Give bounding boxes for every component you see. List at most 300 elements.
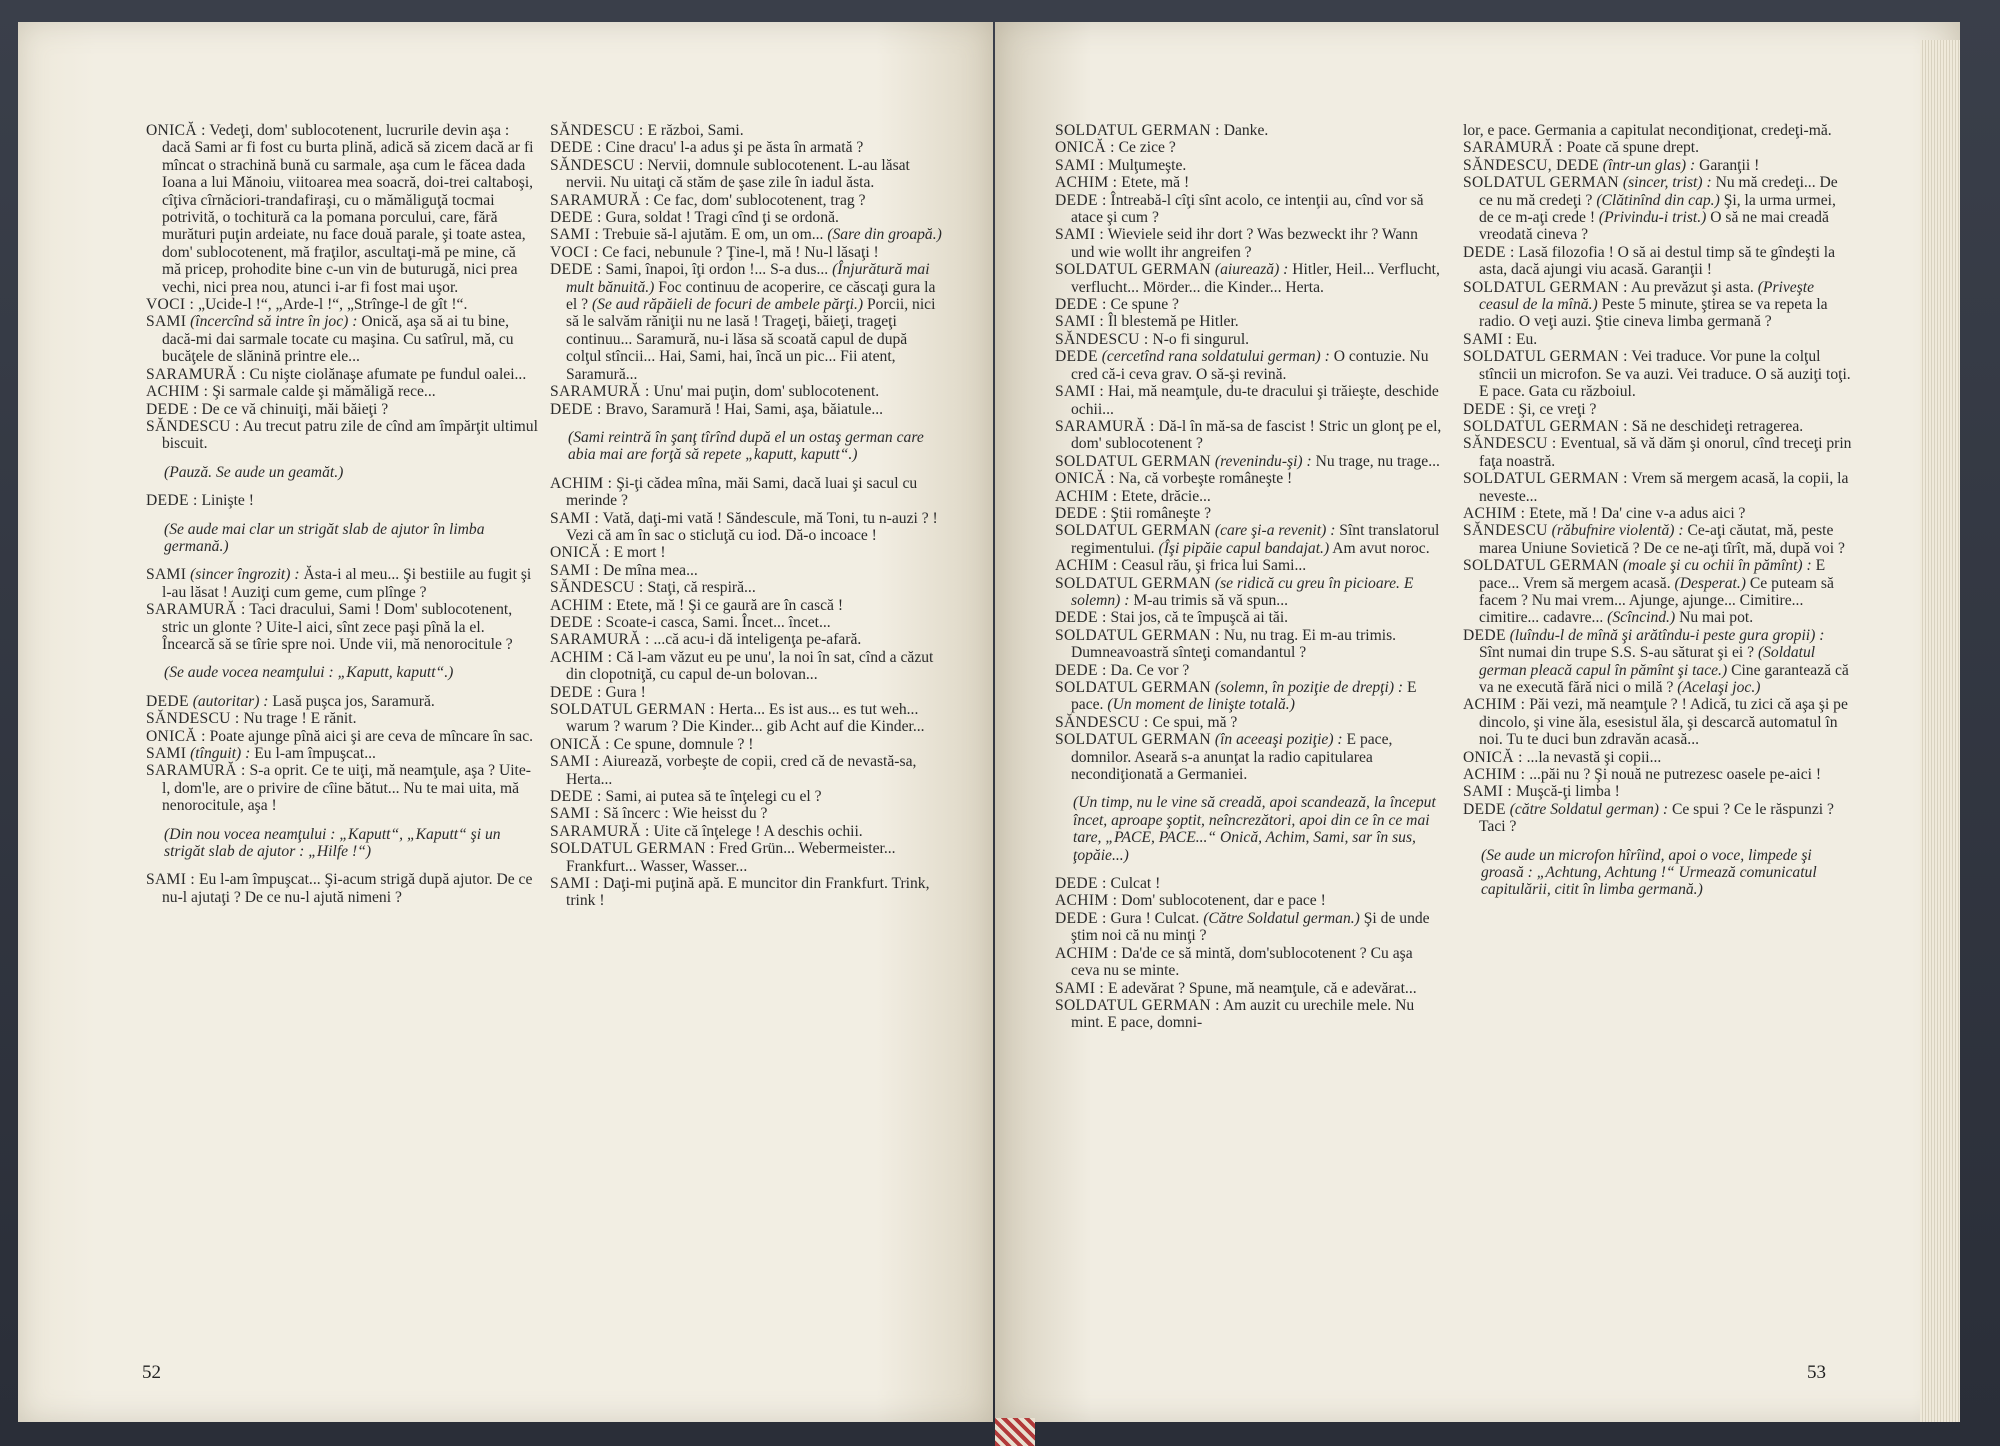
dialogue-text: Eventual, să vă dăm şi onorul, cînd treceţi prin faţa noastră. — [1479, 435, 1852, 470]
dialogue-text: Ştii româneşte ? — [1110, 504, 1211, 522]
dialogue-text: Ăsta-i al meu... Şi bestiile au fugit şi l-au lăsat ! Auziţi cum geme, cum plînge ? — [162, 566, 532, 601]
dialogue-text: Muşcă-ţi limba ! — [1515, 783, 1620, 801]
dialogue-line — [1055, 522, 1445, 557]
speaker-name: SAMI : — [550, 509, 600, 527]
speaker-name: DEDE — [1463, 626, 1506, 644]
stage-direction-inline: (Se aud răpăieli de focuri de ambele părţi.) — [591, 296, 864, 314]
stage-direction-inline: (Înjurătură mai mult bănuită.) — [566, 261, 930, 296]
dialogue-line — [1463, 801, 1853, 836]
left-column-2 — [550, 122, 942, 910]
stage-direction-inline: (se ridică cu greu în picioare. E solemn) : — [1071, 574, 1414, 609]
speaker-name: DEDE — [146, 692, 189, 710]
dialogue-line — [550, 139, 942, 156]
dialogue-line — [550, 562, 942, 579]
dialogue-text: Cu nişte ciolănaşe afumate pe fundul oalei... — [249, 365, 527, 383]
dialogue-text: Unu' mai puţin, dom' sublocotenent. — [653, 383, 880, 401]
dialogue-text: Au prevăzut şi asta. — [1630, 278, 1754, 296]
speaker-name: ACHIM : — [550, 596, 613, 614]
dialogue-text: M-au trimis să vă spun... — [1133, 591, 1288, 609]
dialogue-line — [550, 597, 942, 614]
speaker-name: SAMI : — [550, 561, 600, 579]
speaker-name: ACHIM : — [1055, 944, 1118, 962]
dialogue-text: Ce puteam să facem ? Nu mai vrem... Ajunge, ajunge... Cimitire... cimitire... cadavre... — [1479, 574, 1834, 627]
speaker-name: SARAMURĂ : — [550, 822, 650, 840]
dialogue-text: ...că acu-i dă inteligenţa pe-afară. — [653, 631, 862, 649]
dialogue-text: Şi de unde ştim noi că nu minţi ? — [1071, 909, 1430, 945]
speaker-name: SOLDATUL GERMAN — [1463, 174, 1619, 192]
dialogue-text: Wieviele seid ihr dort ? Was bezweckt ihr ? Wann und wie wollt ihr angreifen ? — [1071, 226, 1418, 261]
dialogue-line — [550, 244, 942, 261]
stage-direction-inline: (către Soldatul german) : — [1509, 800, 1669, 818]
speaker-name: SARAMURĂ : — [550, 383, 650, 401]
dialogue-line — [1463, 279, 1853, 331]
stage-direction-inline: (Scîncind.) — [1607, 609, 1676, 627]
dialogue-text: Ceasul rău, şi frica lui Sami... — [1121, 557, 1307, 575]
dialogue-text: Nu trage, nu trage... — [1315, 452, 1440, 470]
speaker-name: SĂNDESCU : — [1055, 713, 1149, 731]
stage-direction-inline: (Sare din groapă.) — [827, 226, 942, 244]
dialogue-line — [550, 875, 942, 910]
stage-direction-inline: (Priveşte ceasul de la mînă.) — [1479, 278, 1815, 314]
dialogue-line — [146, 566, 538, 601]
dialogue-text: Mulţumeşte. — [1107, 156, 1187, 174]
speaker-name: SAMI : — [1055, 156, 1105, 174]
bookmark-ribbon — [995, 1418, 1035, 1446]
stage-direction-inline: (solemn, în poziţie de drepţi) : — [1214, 679, 1404, 696]
dialogue-line — [550, 226, 942, 243]
speaker-name: SAMI : — [1055, 226, 1105, 244]
dialogue-line — [1463, 505, 1853, 522]
speaker-name: SAMI : — [550, 753, 600, 771]
speaker-name: SARAMURĂ : — [1463, 139, 1563, 157]
speaker-name: DEDE : — [1055, 909, 1107, 927]
dialogue-line — [1463, 174, 1853, 244]
speaker-name: SAMI : — [550, 875, 600, 893]
speaker-name: DEDE : — [146, 492, 198, 510]
dialogue-line — [550, 192, 942, 209]
speaker-name: DEDE : — [1055, 504, 1107, 522]
speaker-name: ONICĂ : — [1055, 470, 1115, 488]
dialogue-text: De mîna mea... — [602, 561, 698, 579]
dialogue-line — [1463, 157, 1853, 174]
dialogue-line — [146, 366, 538, 383]
speaker-name: SAMI : — [1055, 979, 1105, 997]
dialogue-text: De ce vă chinuiţi, măi băieţi ? — [201, 400, 389, 418]
dialogue-line — [1463, 696, 1853, 748]
dialogue-line — [1463, 522, 1853, 557]
dialogue-line — [1055, 226, 1445, 261]
dialogue-line — [1055, 997, 1445, 1032]
dialogue-text: Foc continuu de acoperire, ce căscaţi gura la el ? — [566, 278, 936, 314]
stage-direction-inline: (autoritar) : — [192, 692, 269, 710]
speaker-name: SĂNDESCU — [1463, 522, 1548, 540]
dialogue-line — [146, 492, 538, 509]
speaker-name: SĂNDESCU : — [550, 156, 644, 174]
dialogue-text: Gura ! — [605, 683, 646, 701]
stage-direction-inline: (într-un glas) : — [1602, 156, 1696, 174]
speaker-name: DEDE : — [1463, 400, 1515, 418]
dialogue-text: Uite că înţelege ! A deschis ochii. — [653, 822, 863, 840]
dialogue-line — [550, 579, 942, 596]
dialogue-line — [550, 823, 942, 840]
dialogue-line — [1463, 783, 1853, 800]
dialogue-line — [1055, 139, 1445, 156]
dialogue-line — [146, 871, 538, 906]
dialogue-line — [1055, 714, 1445, 731]
dialogue-text: Eu l-am împuşcat... — [254, 745, 376, 762]
speaker-name: ONICĂ : — [1055, 139, 1115, 157]
stage-direction-inline: (sincer, trist) : — [1622, 174, 1712, 192]
speaker-name: DEDE : — [550, 400, 602, 418]
dialogue-text: Da'de ce să mintă, dom'sublocotenent ? Cu aşa ceva nu se minte. — [1071, 944, 1413, 980]
stage-direction-inline: (Un moment de linişte totală.) — [1107, 696, 1295, 714]
stage-direction-inline: (care şi-a revenit) : — [1214, 522, 1336, 540]
stage-direction-inline: (Acelaşi joc.) — [1677, 679, 1761, 696]
dialogue-text: Lasă filozofia ! O să ai destul timp să te gîndeşti la asta, dacă ajungi viu acasă. Garanţii ! — [1479, 243, 1836, 279]
stage-direction-inline: (tînguit) : — [190, 745, 251, 762]
speaker-name: SARAMURĂ : — [1055, 417, 1155, 435]
dialogue-text: Stai jos, că te împuşcă ai tăi. — [1110, 609, 1289, 627]
dialogue-line — [550, 788, 942, 805]
dialogue-line — [550, 736, 942, 753]
dialogue-text: Să încerc : Wie heisst du ? — [602, 805, 768, 823]
stage-direction-inline: (Îşi pipăie capul bandajat.) — [1158, 539, 1330, 557]
dialogue-text: Îl blestemă pe Hitler. — [1107, 313, 1239, 331]
dialogue-text: Sami, ai putea să te înţelegi cu el ? — [605, 788, 822, 806]
speaker-name: ACHIM : — [1055, 892, 1118, 910]
dialogue-text: Vedeţi, dom' sublocotenent, lucrurile devin aşa : dacă Sami ar fi fost cu burta plină, adică să zicem dacă ar fi mîncat o strachină bună cu sarmale, aşa cum le făcea dada Ioana a lui Mănoiu, viitoarea mea soacră, doi-trei caltaboşi, cîţiva cîrnăciori-trandafiraşi, cu o mămăliguţă tocmai potrivită, o tochitură ca la pomana porcului, care, fără murături puţin ardeiate, nu face două parale, şi toate astea, dom' sublocotenent, mă fraţilor, ascultaţi-mă pe mine, că mă pricep, prohodite bine c-un vin de buturugă, nici prea vechi, nici prea nou, atunci i-ar fi fost mai uşor. — [162, 122, 534, 296]
dialogue-line — [1055, 945, 1445, 980]
dialogue-line — [1055, 627, 1445, 662]
speaker-name: SOLDATUL GERMAN — [1055, 261, 1211, 279]
speaker-name: ACHIM : — [1055, 174, 1118, 192]
speaker-name: SOLDATUL GERMAN : — [1463, 348, 1628, 366]
right-column-1 — [1055, 122, 1445, 1032]
speaker-name: SAMI — [146, 566, 187, 584]
left-column-1 — [146, 122, 538, 906]
dialogue-text: Ce spune, domnule ? ! — [613, 735, 754, 753]
dialogue-line — [1055, 557, 1445, 574]
dialogue-line — [1055, 892, 1445, 909]
dialogue-line — [146, 693, 538, 710]
dialogue-text: „Ucide-l !“, „Arde-l !“, „Strînge-l de gît !“. — [198, 296, 468, 314]
speaker-name: DEDE — [1463, 800, 1506, 818]
stage-direction-inline: (luîndu-l de mînă şi arătîndu-i peste gura gropii) : — [1509, 626, 1825, 644]
dialogue-line — [550, 753, 942, 788]
speaker-name: SOLDATUL GERMAN : — [550, 840, 715, 858]
dialogue-text: Nervii, domnule sublocotenent. L-au lăsat nervii. Nu uitaţi că stăm de şase zile în iadul ăsta. — [566, 156, 910, 192]
dialogue-line — [1055, 383, 1445, 418]
dialogue-line — [1055, 679, 1445, 714]
dialogue-line — [1463, 139, 1853, 156]
dialogue-text: Trebuie să-l ajutăm. E om, un om... — [602, 226, 824, 244]
dialogue-line — [1463, 418, 1853, 435]
page-number-right: 53 — [1807, 1362, 1826, 1383]
speaker-name: DEDE : — [550, 788, 602, 806]
stage-direction-inline: (revenindu-şi) : — [1214, 452, 1312, 470]
speaker-name: VOCI : — [550, 243, 599, 261]
speaker-name: SOLDATUL GERMAN : — [550, 701, 715, 718]
speaker-name: SĂNDESCU : — [550, 579, 644, 597]
speaker-name: SOLDATUL GERMAN — [1463, 557, 1619, 575]
dialogue-text: Fred Grün... Webermeister... Frankfurt... Wasser, Wasser... — [566, 840, 896, 875]
stage-direction: (Din nou vocea neamţului : „Kaputt“, „Kaputt“ şi un strigăt slab de ajutor : „Hilfe !“) — [164, 825, 501, 861]
dialogue-text: Dă-l în mă-sa de fascist ! Stric un glonţ pe el, dom' sublocotenent ? — [1071, 417, 1442, 453]
dialogue-line — [1463, 401, 1853, 418]
dialogue-text: Da. Ce vor ? — [1110, 661, 1190, 679]
dialogue-text: O să ne mai creadă vreodată cineva ? — [1479, 209, 1829, 244]
dialogue-text: Nu mă credeţi... De ce nu mă credeţi ? — [1479, 174, 1838, 209]
speaker-name: SĂNDESCU : — [146, 710, 240, 728]
stage-direction-inline: (în aceeaşi poziţie) : — [1214, 731, 1343, 749]
speaker-name: ONICĂ : — [146, 122, 206, 139]
dialogue-line — [550, 544, 942, 561]
left-page — [18, 22, 993, 1422]
dialogue-text: Danke. — [1223, 122, 1269, 139]
speaker-name: SAMI : — [1463, 330, 1513, 348]
dialogue-line — [146, 296, 538, 313]
dialogue-text: Hai, mă neamţule, du-te dracului şi trăieşte, deschide ochii... — [1071, 383, 1439, 418]
speaker-name: ACHIM : — [1463, 504, 1526, 522]
dialogue-line — [1055, 192, 1445, 227]
stage-direction: (Un timp, nu le vine să creadă, apoi scandează, la început încet, aproape şoptit, neîncrezători, apoi din ce în ce mai tare, „PACE, PACE...“ Onică, Achim, Sami, sar în sus, ţopăie...) — [1073, 794, 1436, 864]
dialogue-text: E mort ! — [613, 544, 666, 562]
stage-direction: (Se aude un microfon hîrîind, apoi o voce, limpede şi groasă : „Achtung, Achtung !“ Urmează comunicatul capitulării, citit în limba germană.) — [1481, 846, 1817, 899]
dialogue-line — [1463, 244, 1853, 279]
dialogue-text: Etete, drăcie... — [1121, 487, 1211, 505]
dialogue-line — [146, 313, 538, 365]
dialogue-text: Că l-am văzut eu pe unu', la noi în sat, cînd a căzut din clopotniţă, cu capul de-un bolovan... — [566, 648, 934, 684]
dialogue-text: Etete, mă ! — [1121, 174, 1190, 192]
dialogue-text: Gura ! Culcat. — [1110, 909, 1200, 927]
dialogue-line — [1055, 174, 1445, 191]
stage-direction-inline: (moale şi cu ochii în pămînt) : — [1622, 557, 1812, 575]
speaker-name: DEDE : — [550, 139, 602, 157]
dialogue-text: Ce spui ? Ce le răspunzi ? Taci ? — [1479, 800, 1834, 836]
speaker-name: SĂNDESCU : — [1055, 330, 1149, 348]
speaker-name: DEDE : — [146, 400, 198, 418]
dialogue-line — [550, 805, 942, 822]
dialogue-line — [1463, 766, 1853, 783]
dialogue-text: E pace. — [1071, 679, 1417, 714]
dialogue-text: Am avut noroc. — [1332, 539, 1430, 557]
dialogue-line — [1055, 980, 1445, 997]
dialogue-line — [550, 475, 942, 510]
speaker-name: SOLDATUL GERMAN : — [1463, 470, 1628, 488]
speaker-name: SAMI : — [550, 805, 600, 823]
dialogue-line — [146, 122, 538, 296]
dialogue-line — [146, 728, 538, 745]
speaker-name: SĂNDESCU : — [1463, 435, 1557, 453]
speaker-name: SAMI : — [1055, 383, 1105, 401]
dialogue-text: Nu mai pot. — [1679, 609, 1754, 627]
dialogue-text: Ce spui, mă ? — [1152, 713, 1238, 731]
dialogue-text: E adevărat ? Spune, mă neamţule, că e adevărat... — [1107, 979, 1417, 997]
dialogue-text: ...păi nu ? Şi nouă ne putrezesc oasele pe-aici ! — [1529, 766, 1822, 784]
dialogue-text: Sînt numai din trupe S.S. S-au săturat şi ei ? — [1479, 644, 1755, 662]
speaker-name: ACHIM : — [550, 474, 613, 492]
speaker-name: ONICĂ : — [146, 727, 206, 745]
dialogue-line — [550, 157, 942, 192]
dialogue-text: Taci dracului, Sami ! Dom' sublocotenent, stric un glonte ? Uite-l aici, sînt zece paşi pînă la el. Încearcă să se tîrie spre noi. Unde vii, mă nenorocitule ? — [162, 601, 513, 653]
speaker-name: DEDE — [1055, 348, 1098, 366]
speaker-name: SOLDATUL GERMAN — [1055, 679, 1211, 696]
dialogue-line — [1055, 453, 1445, 470]
speaker-name: SOLDATUL GERMAN — [1055, 522, 1211, 540]
dialogue-line — [1463, 331, 1853, 348]
stage-direction: (Se aude vocea neamţului : „Kaputt, kaputt“.) — [164, 664, 454, 682]
dialogue-continuation: lor, e pace. Germania a capitulat necondiţionat, credeţi-mă. — [1463, 122, 1832, 139]
speaker-name: SOLDATUL GERMAN — [1055, 574, 1211, 592]
speaker-name: SAMI : — [146, 871, 196, 889]
speaker-name: DEDE : — [550, 209, 602, 227]
speaker-name: SOLDATUL GERMAN : — [1055, 996, 1220, 1014]
dialogue-line — [1055, 910, 1445, 945]
dialogue-line — [1055, 662, 1445, 679]
dialogue-line — [146, 383, 538, 400]
dialogue-line — [550, 649, 942, 684]
speaker-name: DEDE : — [550, 683, 602, 701]
dialogue-line — [146, 710, 538, 727]
dialogue-text: Hitler, Heil... Verflucht, verflucht... Mörder... die Kinder... Herta. — [1071, 261, 1440, 296]
dialogue-line — [1463, 435, 1853, 470]
dialogue-line — [1463, 557, 1853, 627]
dialogue-text: E pace, domnilor. Aseară s-a anunţat la radio capitularea necondiţionată a Germaniei. — [1071, 731, 1393, 784]
stage-direction-inline: (Privindu-i trist.) — [1598, 209, 1707, 227]
dialogue-text: N-o fi singurul. — [1152, 330, 1250, 348]
dialogue-text: Dom' sublocotenent, dar e pace ! — [1121, 892, 1326, 910]
speaker-name: ACHIM : — [1055, 487, 1118, 505]
speaker-name: SOLDATUL GERMAN : — [1463, 278, 1628, 296]
dialogue-line — [550, 122, 942, 139]
stage-direction: (Sami reintră în şanţ tîrînd după el un ostaş german care abia mai are forţă să repete „kaputt, kaputt“.) — [568, 428, 924, 464]
dialogue-text: Linişte ! — [201, 492, 254, 510]
dialogue-line — [1463, 470, 1853, 505]
dialogue-text: Scoate-i casca, Sami. Încet... încet... — [605, 613, 831, 631]
dialogue-line — [550, 840, 942, 875]
dialogue-text: E pace... Vrem să mergem acasă. — [1479, 557, 1826, 592]
dialogue-line — [1055, 122, 1445, 139]
stage-direction-inline: (cercetînd rana soldatului german) : — [1101, 348, 1330, 366]
speaker-name: SOLDATUL GERMAN : — [1055, 626, 1220, 644]
speaker-name: DEDE : — [1055, 296, 1107, 314]
dialogue-line — [146, 601, 538, 653]
speaker-name: DEDE : — [1055, 661, 1107, 679]
dialogue-text: Bravo, Saramură ! Hai, Sami, aşa, băiatule... — [605, 400, 884, 418]
speaker-name: SOLDATUL GERMAN : — [1055, 122, 1220, 139]
dialogue-text: O contuzie. Nu cred că-i ceva grav. O să-şi revină. — [1071, 348, 1429, 383]
dialogue-text: Ce zice ? — [1118, 139, 1176, 157]
speaker-name: SAMI — [146, 313, 187, 331]
dialogue-line — [550, 701, 942, 736]
speaker-name: SARAMURĂ : — [550, 631, 650, 649]
speaker-name: ACHIM : — [1055, 557, 1118, 575]
dialogue-text: Şi, ce vreţi ? — [1518, 400, 1597, 418]
dialogue-text: Sami, înapoi, îţi ordon !... S-a dus... — [605, 261, 829, 279]
dialogue-line — [146, 418, 538, 453]
dialogue-line — [1055, 575, 1445, 610]
speaker-name: ONICĂ : — [1463, 748, 1523, 766]
dialogue-text: Aiurează, vorbeşte de copii, cred că de nevastă-sa, Herta... — [566, 753, 917, 788]
dialogue-line — [1055, 731, 1445, 783]
speaker-name: SĂNDESCU, DEDE — [1463, 156, 1599, 174]
speaker-name: ONICĂ : — [550, 544, 610, 562]
dialogue-line — [550, 684, 942, 701]
dialogue-text: Na, că vorbeşte româneşte ! — [1118, 470, 1293, 488]
dialogue-line — [1055, 348, 1445, 383]
dialogue-line — [550, 614, 942, 631]
dialogue-line — [1463, 348, 1853, 400]
dialogue-line — [550, 383, 942, 400]
dialogue-text: Nu trage ! E rănit. — [243, 710, 357, 728]
dialogue-line — [1055, 609, 1445, 626]
page-number-left: 52 — [142, 1362, 161, 1383]
dialogue-text: Nu, nu trag. Ei m-au trimis. Dumneavoastră sînteţi comandantul ? — [1071, 626, 1397, 662]
speaker-name: ACHIM : — [1463, 696, 1526, 714]
dialogue-line — [550, 510, 942, 545]
stage-direction-inline: (Clătinînd din cap.) — [1596, 191, 1720, 209]
dialogue-text: Cine dracu' l-a adus şi pe ăsta în armată ? — [605, 139, 864, 157]
speaker-name: ACHIM : — [1463, 766, 1526, 784]
dialogue-line — [1463, 627, 1853, 697]
speaker-name: SAMI — [146, 745, 187, 762]
dialogue-text: Peste 5 minute, ştirea se va repeta la radio. O veţi auzi. Ştie cineva limba germană ? — [1479, 296, 1828, 331]
speaker-name: SAMI : — [550, 226, 600, 244]
dialogue-text: Staţi, că respiră... — [647, 579, 756, 597]
stage-direction-inline: (Desperat.) — [1674, 574, 1746, 592]
speaker-name: SARAMURĂ : — [146, 762, 246, 780]
dialogue-text: Poate ajunge pînă aici şi are ceva de mîncare în sac. — [209, 727, 534, 745]
dialogue-text: Vrem să mergem acasă, la copii, la neveste... — [1479, 470, 1849, 505]
speaker-name: DEDE : — [1055, 191, 1107, 209]
dialogue-text: Lasă puşca jos, Saramură. — [272, 692, 435, 710]
speaker-name: DEDE : — [1055, 875, 1107, 893]
stage-direction-inline: (sincer îngrozit) : — [190, 566, 300, 584]
dialogue-text: E război, Sami. — [647, 122, 744, 139]
speaker-name: ONICĂ : — [550, 735, 610, 753]
stage-direction-inline: (răbufnire violentă) : — [1551, 522, 1684, 540]
dialogue-line — [550, 261, 942, 383]
dialogue-text: Etete, mă ! Şi ce gaură are în cască ! — [616, 596, 844, 614]
dialogue-text: Eu l-am împuşcat... Şi-acum strigă după ajutor. De ce nu-l ajutaţi ? De ce nu-l ajută nimeni ? — [162, 871, 533, 906]
dialogue-line — [146, 745, 538, 762]
dialogue-text: Ce fac, dom' sublocotenent, trag ? — [653, 191, 866, 209]
dialogue-text: Onică, aşa să ai tu bine, dacă-mi dai sarmale tocate cu maşina. Cu satîrul, mă, cu bucăţele de slănină printre ele... — [162, 313, 514, 366]
dialogue-text: Să ne deschideţi retragerea. — [1631, 417, 1804, 435]
speaker-name: SARAMURĂ : — [146, 365, 246, 383]
dialogue-text: Vei traduce. Vor pune la colţul stîncii un microfon. Se va auzi. Vei traduce. O să auziţi toţi. E pace. Gata cu războiul. — [1479, 348, 1851, 401]
dialogue-line — [146, 401, 538, 418]
speaker-name: SOLDATUL GERMAN — [1055, 731, 1211, 749]
speaker-name: SARAMURĂ : — [146, 601, 246, 619]
speaker-name: SĂNDESCU : — [146, 417, 240, 435]
speaker-name: SARAMURĂ : — [550, 191, 650, 209]
dialogue-text: Poate că spune drept. — [1566, 139, 1700, 157]
dialogue-text: Păi vezi, mă neamţule ? ! Adică, tu zici că aşa şi pe dincolo, şi vine ăla, esesistul ăla, şi descarcă automatul în noi. Tu te duci bun zdravăn acasă... — [1479, 696, 1848, 749]
dialogue-text: Şi sarmale calde şi mămăligă rece... — [212, 383, 436, 401]
speaker-name: ACHIM : — [550, 648, 613, 666]
dialogue-line — [1055, 157, 1445, 174]
dialogue-text: Şi-ţi cădea mîna, măi Sami, dacă luai şi sacul cu merinde ? — [566, 474, 918, 510]
speaker-name: SOLDATUL GERMAN : — [1463, 417, 1628, 435]
dialogue-text: ...la nevastă şi copii... — [1526, 748, 1662, 766]
right-column-2 — [1463, 122, 1853, 910]
dialogue-text: Culcat ! — [1110, 875, 1161, 893]
stage-direction-inline: (Către Soldatul german.) — [1203, 909, 1360, 927]
speaker-name: SOLDATUL GERMAN — [1055, 452, 1211, 470]
dialogue-line — [1055, 505, 1445, 522]
dialogue-line — [1055, 261, 1445, 296]
